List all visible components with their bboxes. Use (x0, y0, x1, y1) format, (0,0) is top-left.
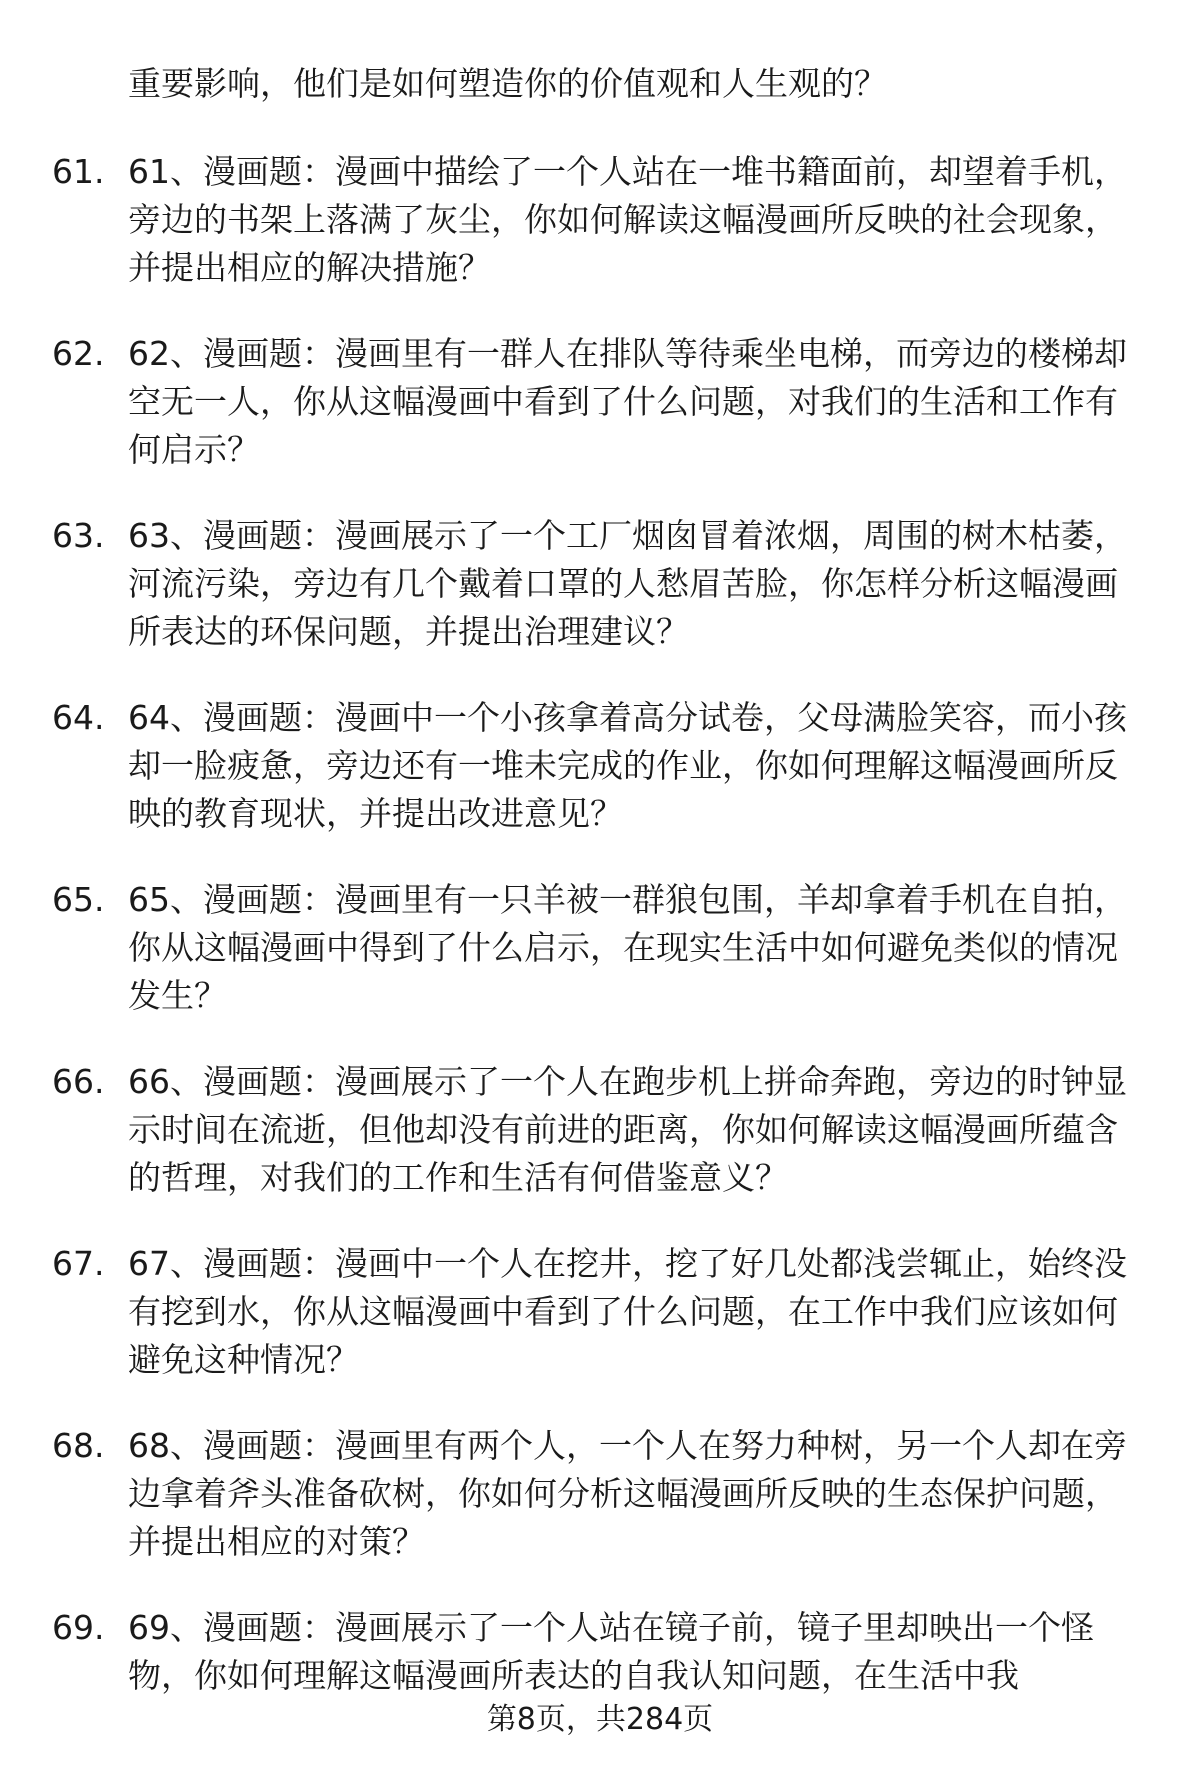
question-number: 67. (52, 1244, 105, 1283)
question-text: 65、漫画题：漫画里有一只羊被一群狼包围，羊却拿着手机在自拍，你从这幅漫画中得到了什么启示，在现实生活中如何避免类似的情况发生？ (128, 880, 1127, 1015)
question-text: 69、漫画题：漫画展示了一个人站在镜子前，镜子里却映出一个怪物，你如何理解这幅漫画所表达的自我认知问题，在生活中我 (128, 1608, 1094, 1695)
question-item (0, 1058, 1200, 1240)
question-number: 65. (52, 880, 105, 919)
question-item (0, 1240, 1200, 1422)
question-number: 68. (52, 1426, 105, 1465)
question-number: 69. (52, 1608, 105, 1647)
question-item (0, 1422, 1200, 1604)
question-item (0, 512, 1200, 694)
question-item (0, 148, 1200, 330)
question-item (0, 876, 1200, 1058)
question-text: 64、漫画题：漫画中一个小孩拿着高分试卷，父母满脸笑容，而小孩却一脸疲惫，旁边还有一堆未完成的作业，你如何理解这幅漫画所反映的教育现状，并提出改进意见？ (128, 698, 1127, 833)
question-item (0, 330, 1200, 512)
question-text: 61、漫画题：漫画中描绘了一个人站在一堆书籍面前，却望着手机，旁边的书架上落满了灰尘，你如何解读这幅漫画所反映的社会现象，并提出相应的解决措施？ (128, 152, 1127, 287)
question-text: 66、漫画题：漫画展示了一个人在跑步机上拼命奔跑，旁边的时钟显示时间在流逝，但他却没有前进的距离，你如何解读这幅漫画所蕴含的哲理，对我们的工作和生活有何借鉴意义？ (128, 1062, 1127, 1197)
question-number: 63. (52, 516, 105, 555)
question-item (0, 694, 1200, 876)
continuation-text: 重要影响，他们是如何塑造你的价值观和人生观的？ (128, 64, 887, 103)
question-number: 62. (52, 334, 105, 373)
question-text: 67、漫画题：漫画中一个人在挖井，挖了好几处都浅尝辄止，始终没有挖到水，你从这幅漫画中看到了什么问题，在工作中我们应该如何避免这种情况？ (128, 1244, 1127, 1379)
question-number: 66. (52, 1062, 105, 1101)
question-text: 62、漫画题：漫画里有一群人在排队等待乘坐电梯，而旁边的楼梯却空无一人，你从这幅漫画中看到了什么问题，对我们的生活和工作有何启示？ (128, 334, 1127, 469)
question-item (0, 1604, 1200, 1786)
question-text: 68、漫画题：漫画里有两个人，一个人在努力种树，另一个人却在旁边拿着斧头准备砍树，你如何分析这幅漫画所反映的生态保护问题，并提出相应的对策？ (128, 1426, 1127, 1561)
question-number: 61. (52, 152, 105, 191)
question-list (0, 148, 1200, 1786)
page-footer: 第8页，共284页 (486, 1702, 714, 1737)
question-number: 64. (52, 698, 105, 737)
question-text: 63、漫画题：漫画展示了一个工厂烟囱冒着浓烟，周围的树木枯萎，河流污染，旁边有几个戴着口罩的人愁眉苦脸，你怎样分析这幅漫画所表达的环保问题，并提出治理建议？ (128, 516, 1127, 651)
